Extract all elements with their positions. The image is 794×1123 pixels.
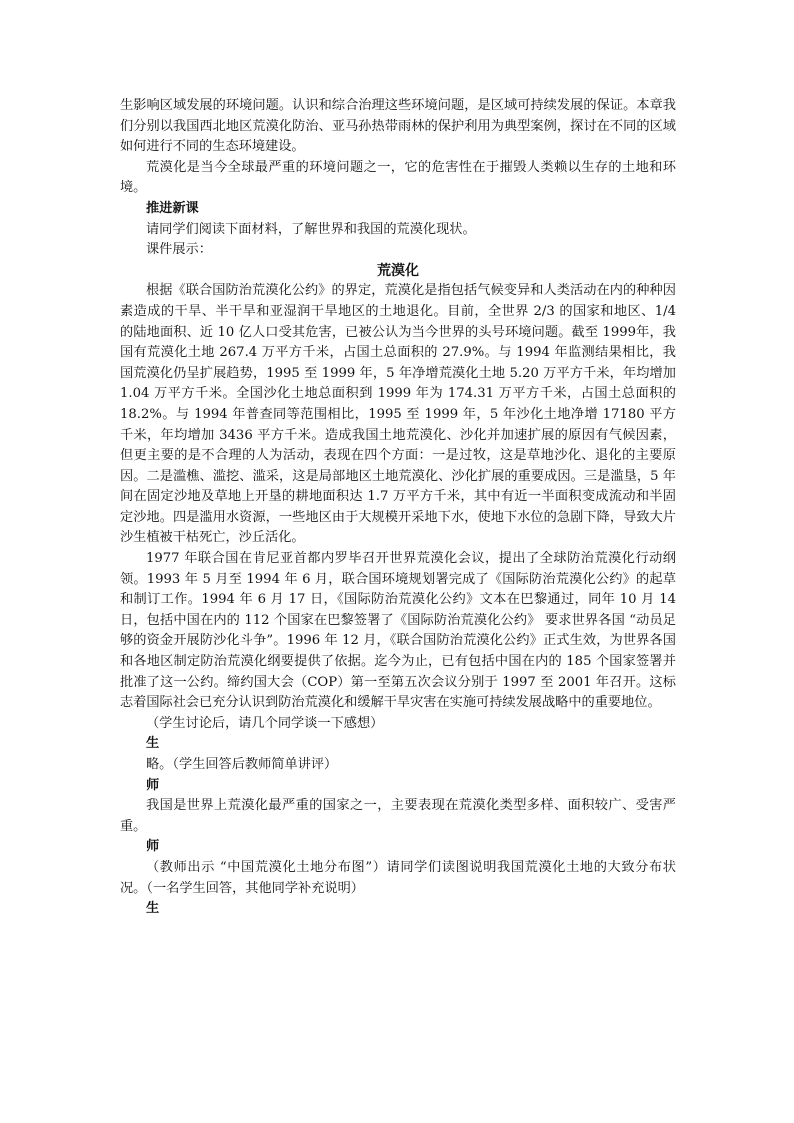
instruction-paragraph: 请同学们阅读下面材料，了解世界和我国的荒漠化现状。	[146, 221, 476, 237]
material-paragraph-1: 根据《联合国防治荒漠化公约》的界定，荒漠化是指包括气候变异和人类活动在内的种种因素造成的干旱、半干旱和亚湿润干旱地区的土地退化。目前，全世界 2/3 的国家和地区、1/4 的陆地面积、近 10 亿人口受其危害，已被公认为当今世界的头号环境问题。截至 1999年，我国有荒漠化土地 267.4 万平方千米，占国土总面积的 27.9%。与 1994 年监测结果相比，我国荒漠化仍呈扩展趋势，1995 至 1999 年，5 年净增荒漠化土地 5.20 万平方千米，年均增加 1.04 万平方千米。全国沙化土地总面积到 1999 年为 174.31 万平方千米，占国土总面积的 18.2%。与 1994 年普查同等范围相比，1995 至 1999 年，5 年沙化土地净增 17180 平方千米，年均增加 3436 平方千米。造成我国土地荒漠化、沙化并加速扩展的原因有气候因素，但更主要的是不合理的人为活动，表现在四个方面：一是过牧，这是草地沙化、退化的主要原因。二是滥樵、滥挖、滥采，这是局部地区土地荒漠化、沙化扩展的重要成因。三是滥垦，5 年间在固定沙地及草地上开垦的耕地面积达 1.7 万平方千米，其中有近一半面积变成流动和半固定沙地。四是滥用水资源，一些地区由于大规模开采地下水，使地下水位的急剧下降，导致大片沙生植被干枯死亡，沙丘活化。	[120, 283, 676, 546]
teacher-statement: 我国是世界上荒漠化最严重的国家之一，主要表现在荒漠化类型多样、面积较广、受害严重。	[120, 798, 676, 834]
material-title: 荒漠化	[377, 262, 419, 279]
desertification-intro-paragraph: 荒漠化是当今全球最严重的环境问题之一，它的危害性在于摧毁人类赖以生存的土地和环境。	[120, 159, 676, 196]
speaker-student: 生	[146, 736, 160, 752]
student-response: 略。（学生回答后教师简单讲评）	[146, 757, 338, 772]
discussion-note: （学生讨论后，请几个同学谈一下感想）	[146, 715, 384, 731]
material-paragraph-2: 1977 年联合国在肯尼亚首都内罗毕召开世界荒漠化会议，提出了全球防治荒漠化行动纲领。1993 年 5 月至 1994 年 6 月，联合国环境规划署完成了《国际防治荒漠化公约》的起草和制订工作。1994 年 6 月 17 日，《国际防治荒漠化公约》文本在巴黎通过，同年 10 月 14 日，包括中国在内的 112 个国家在巴黎签署了《国际防治荒漠化公约》 要求世界各国 “动员足够的资金开展防沙化斗争”。1996 年 12 月，《联合国防治荒漠化公约》正式生效，为世界各国和各地区制定防治荒漠化纲要提供了依据。迄今为止，已有包括中国在内的 185 个国家签署并批准了这一公约。缔约国大会（COP）第一至第五次会议分别于 1997 至 2001 年召开。这标志着国际社会已充分认识到防治荒漠化和缓解干旱灾害在实施可持续发展战略中的重要地位。	[120, 551, 676, 711]
speaker-teacher-2: 师	[146, 839, 160, 855]
courseware-label: 课件展示：	[146, 242, 212, 258]
speaker-teacher: 师	[146, 777, 160, 793]
document-page	[120, 96, 676, 920]
section-heading: 推进新课	[146, 200, 199, 216]
speaker-student-2: 生	[146, 901, 160, 917]
intro-paragraph: 生影响区域发展的环境问题。认识和综合治理这些环境问题，是区域可持续发展的保证。本章我们分别以我国西北地区荒漠化防治、亚马孙热带雨林的保护利用为典型案例，探讨在不同的区域如何进行不同的生态环境建设。	[120, 98, 676, 155]
teacher-map-instruction: （教师出示 “中国荒漠化土地分布图”）请同学们读图说明我国荒漠化土地的大致分布状况。（一名学生回答，其他同学补充说明）	[120, 859, 676, 896]
